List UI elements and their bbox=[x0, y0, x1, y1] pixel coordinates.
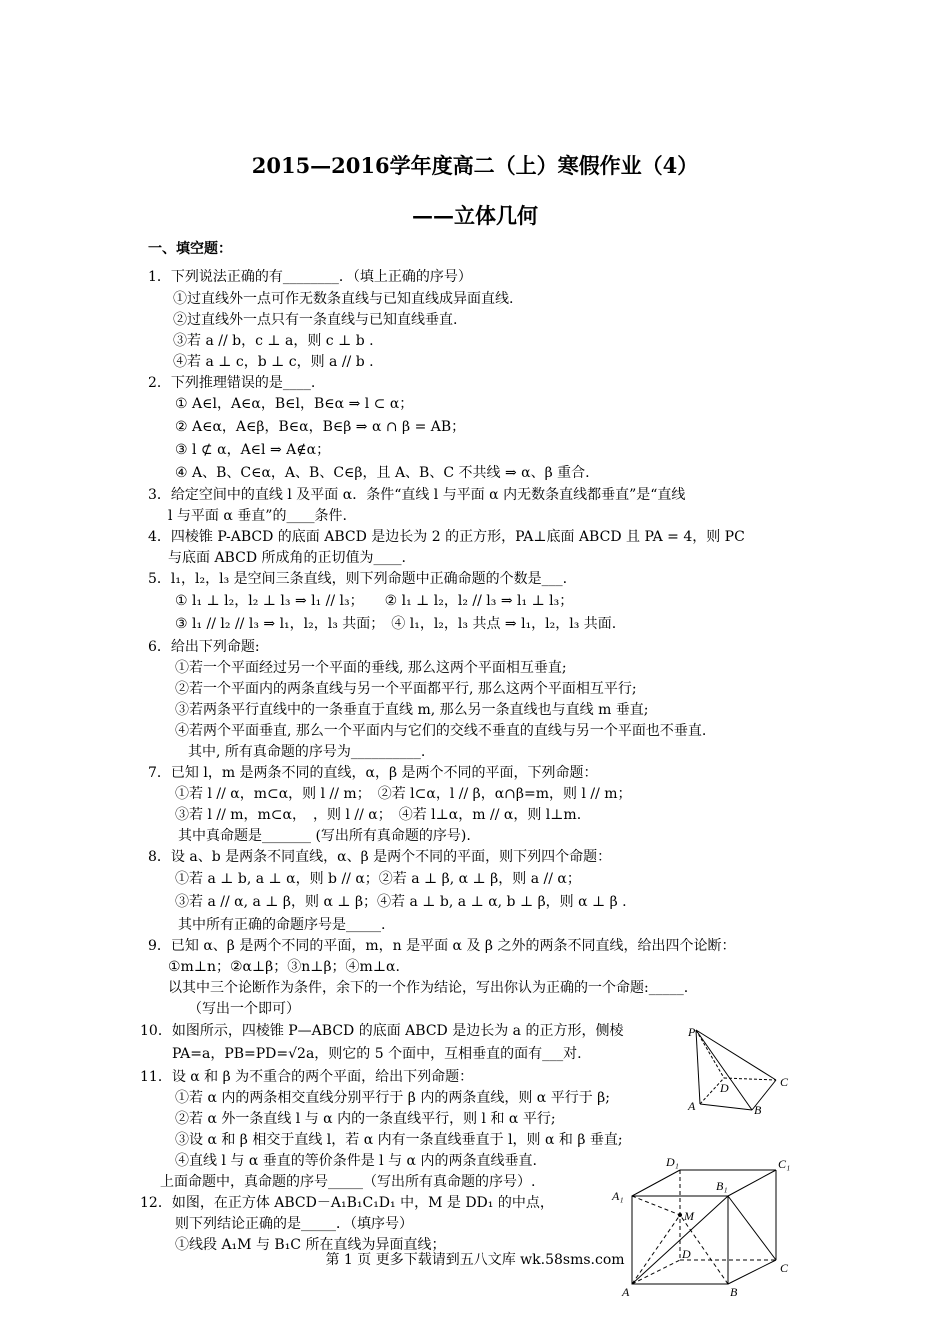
text-line: ④若两个平面垂直, 那么一个平面内与它们的交线不垂直的直线与另一个平面也不垂直. bbox=[175, 723, 707, 739]
cube-label-c: C bbox=[780, 1261, 789, 1275]
text-line: ①线段 A₁M 与 B₁C 所在直线为异面直线； bbox=[175, 1237, 446, 1253]
text-line: 其中真命题是_______ (写出所有真命题的序号). bbox=[178, 828, 471, 844]
text-line: PA=a，PB=PD=√2a，则它的 5 个面中，互相垂直的面有___对. bbox=[172, 1046, 582, 1062]
page-footer: 第 1 页 更多下载请到五八文库 wk.58sms.com bbox=[325, 1252, 625, 1268]
cube-label-a: A bbox=[622, 1285, 630, 1299]
text-line: 与底面 ABCD 所成角的正切值为____. bbox=[168, 550, 406, 566]
text-line: ①m⊥n；②α⊥β；③n⊥β；④m⊥α. bbox=[168, 959, 400, 975]
document-subtitle: ——立体几何 bbox=[412, 203, 538, 228]
text-line: ②过直线外一点只有一条直线与已知直线垂直. bbox=[173, 312, 458, 328]
cube-label-a1: A₁ bbox=[612, 1189, 624, 1203]
text-line: ②若一个平面内的两条直线与另一个平面都平行, 那么这两个平面相互平行; bbox=[175, 681, 637, 697]
text-line: ①若一个平面经过另一个平面的垂线, 那么这两个平面相互垂直; bbox=[175, 660, 567, 676]
text-line: 3．给定空间中的直线 l 及平面 α．条件“直线 l 与平面 α 内无数条直线都垂直”是“直线 bbox=[148, 487, 686, 503]
pyramid-label-a: A bbox=[688, 1099, 696, 1113]
text-line: 4．四棱锥 P-ABCD 的底面 ABCD 是边长为 2 的正方形，PA⊥底面 ABCD 且 PA = 4，则 PC bbox=[148, 529, 745, 545]
cube-label-b1: B₁ bbox=[716, 1179, 728, 1193]
text-line: ① A∈l，A∈α，B∈l，B∈α ⇒ l ⊂ α； bbox=[175, 396, 414, 412]
text-line: 11．设 α 和 β 为不重合的两个平面，给出下列命题： bbox=[140, 1069, 474, 1085]
text-line: ③ l ⊄ α，A∈l ⇒ A∉α； bbox=[175, 442, 331, 458]
pyramid-label-p: P bbox=[688, 1025, 696, 1039]
text-line: ③若 a // α, a ⊥ β，则 α ⊥ β；④若 a ⊥ b, a ⊥ α, b ⊥ β，则 α ⊥ β . bbox=[175, 894, 627, 910]
pyramid-figure bbox=[680, 1024, 800, 1116]
text-line: ③若 l // m，m⊂α， ，则 l // α； ④若 l⊥α，m // α，则 l⊥m. bbox=[175, 807, 582, 823]
text-line: ②若 α 外一条直线 l 与 α 内的一条直线平行，则 l 和 α 平行; bbox=[175, 1111, 556, 1127]
text-line: ①若 α 内的两条相交直线分别平行于 β 内的两条直线，则 α 平行于 β; bbox=[175, 1090, 610, 1106]
cube-label-m: M bbox=[684, 1209, 694, 1223]
text-line: 6．给出下列命题: bbox=[148, 639, 260, 655]
pyramid-label-d: D bbox=[720, 1081, 729, 1095]
text-line: ④若 a ⊥ c，b ⊥ c，则 a // b . bbox=[173, 354, 374, 370]
text-line: ④直线 l 与 α 垂直的等价条件是 l 与 α 内的两条直线垂直. bbox=[175, 1153, 537, 1169]
text-line: ①若 l // α，m⊂α，则 l // m； ②若 l⊂α，l // β，α∩β=m，则 l // m； bbox=[175, 786, 632, 802]
text-line: l 与平面 α 垂直”的____条件. bbox=[168, 508, 347, 524]
text-line: （写出一个即可） bbox=[188, 1001, 300, 1017]
text-line: 12．如图，在正方体 ABCD－A₁B₁C₁D₁ 中，M 是 DD₁ 的中点， bbox=[140, 1195, 554, 1211]
cube-label-d1: D₁ bbox=[666, 1155, 679, 1169]
cube-label-c1: C₁ bbox=[778, 1157, 791, 1171]
text-line: ③若两条平行直线中的一条垂直于直线 m, 那么另一条直线也与直线 m 垂直; bbox=[175, 702, 649, 718]
text-line: ①若 a ⊥ b, a ⊥ α，则 b // α；②若 a ⊥ β, α ⊥ β，则 a // α； bbox=[175, 871, 581, 887]
pyramid-label-b: B bbox=[754, 1103, 762, 1116]
text-line: 2．下列推理错误的是____. bbox=[148, 375, 316, 391]
cube-label-b: B bbox=[730, 1285, 738, 1299]
section-heading: 一、填空题： bbox=[148, 241, 232, 257]
text-line: 9．已知 α、β 是两个不同的平面，m，n 是平面 α 及 β 之外的两条不同直线，给出四个论断： bbox=[148, 938, 736, 954]
text-line: ② A∈α，A∈β，B∈α，B∈β ⇒ α ∩ β = AB； bbox=[175, 419, 466, 435]
text-line: ③ l₁ // l₂ // l₃ ⇒ l₁，l₂，l₃ 共面； ④ l₁，l₂，l₃ 共点 ⇒ l₁，l₂，l₃ 共面. bbox=[175, 616, 617, 632]
text-line: 则下列结论正确的是_____．（填序号） bbox=[175, 1216, 413, 1232]
text-line: ① l₁ ⊥ l₂，l₂ ⊥ l₃ ⇒ l₁ // l₃； ② l₁ ⊥ l₂，l₂ // l₃ ⇒ l₁ ⊥ l₃； bbox=[175, 593, 574, 609]
document-title: 2015—2016学年度高二（上）寒假作业（4） bbox=[251, 153, 699, 178]
text-line: 以其中三个论断作为条件，余下的一个作为结论，写出你认为正确的一个命题:_____. bbox=[168, 980, 689, 996]
text-line: ③设 α 和 β 相交于直线 l，若 α 内有一条直线垂直于 l，则 α 和 β 垂直; bbox=[175, 1132, 623, 1148]
text-line: 5．l₁，l₂，l₃ 是空间三条直线，则下列命题中正确命题的个数是___. bbox=[148, 571, 568, 587]
text-line: 其中, 所有真命题的序号为__________. bbox=[188, 744, 426, 760]
text-line: 10．如图所示，四棱锥 P—ABCD 的底面 ABCD 是边长为 a 的正方形，侧棱 bbox=[140, 1023, 624, 1039]
text-line: 1．下列说法正确的有________．（填上正确的序号） bbox=[148, 269, 472, 285]
cube-label-d: D bbox=[682, 1247, 691, 1261]
text-line: ③若 a // b，c ⊥ a，则 c ⊥ b . bbox=[173, 333, 374, 349]
text-line: 7．已知 l，m 是两条不同的直线，α，β 是两个不同的平面，下列命题： bbox=[148, 765, 598, 781]
pyramid-label-c: C bbox=[780, 1075, 789, 1089]
text-line: 8．设 a、b 是两条不同直线，α、β 是两个不同的平面，则下列四个命题： bbox=[148, 849, 612, 865]
text-line: ①过直线外一点可作无数条直线与已知直线成异面直线. bbox=[173, 291, 514, 307]
text-line: 其中所有正确的命题序号是_____. bbox=[178, 917, 386, 933]
text-line: ④ A、B、C∈α，A、B、C∈β，且 A、B、C 不共线 ⇒ α、β 重合. bbox=[175, 465, 590, 481]
text-line: 上面命题中，真命题的序号_____（写出所有真命题的序号）. bbox=[160, 1174, 536, 1190]
cube-figure bbox=[608, 1154, 798, 1304]
